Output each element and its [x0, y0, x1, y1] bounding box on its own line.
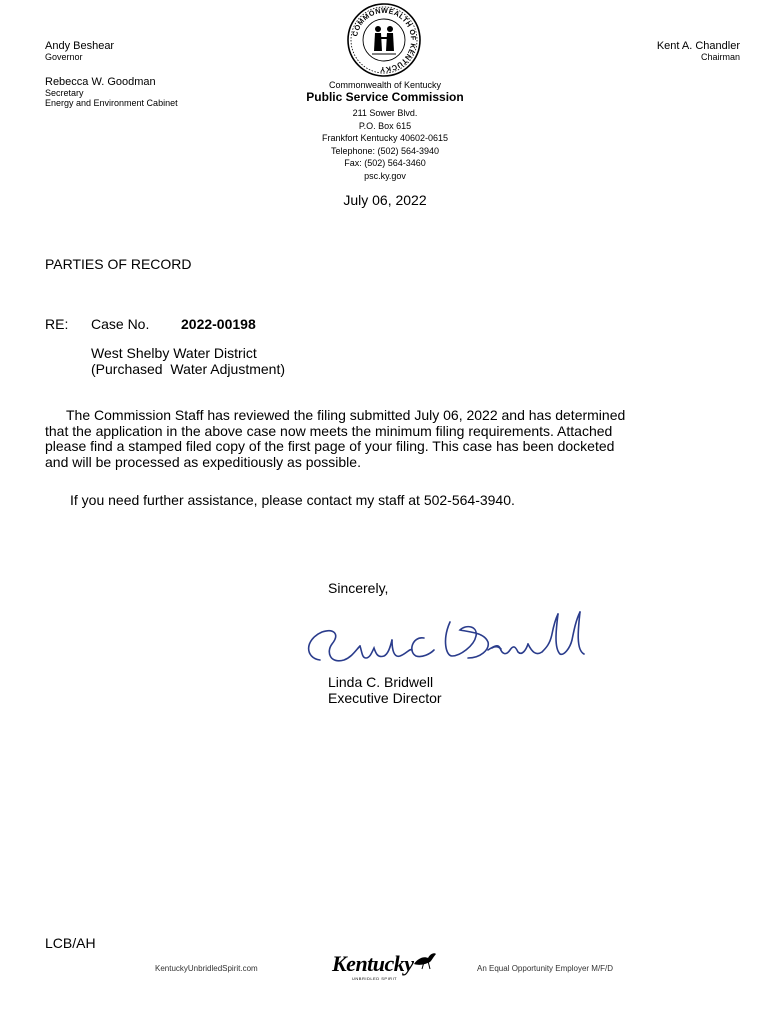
governor-name: Andy Beshear — [45, 40, 115, 52]
kentucky-logo-icon: Kentucky UNBRIDLED SPIRIT — [330, 948, 440, 986]
case-number: 2022-00198 — [181, 316, 256, 332]
state-name: Commonwealth of Kentucky — [328, 80, 442, 90]
address-line-city: Frankfort Kentucky 40602-0615 — [321, 133, 449, 144]
address-line-telephone: Telephone: (502) 564-3940 — [330, 145, 440, 156]
governor-title: Governor — [45, 52, 83, 62]
paragraph-line: please find a stamped filed copy of the first page of your filing. This case has been docketed — [45, 438, 615, 454]
body-paragraph-1 — [45, 408, 735, 470]
address-line-fax: Fax: (502) 564-3460 — [344, 158, 426, 169]
address-line-pobox: P.O. Box 615 — [358, 120, 412, 131]
signer-title: Executive Director — [328, 690, 442, 706]
case-label: Case No. — [91, 316, 150, 332]
secretary-title: Secretary — [45, 88, 84, 98]
commonwealth-seal-icon — [346, 2, 422, 78]
re-label: RE: — [45, 316, 69, 332]
case-type: (Purchased Water Adjustment) — [91, 361, 286, 377]
chair-title: Chairman — [700, 52, 740, 62]
paragraph-line: and will be processed as expeditiously as possible. — [45, 453, 361, 470]
handwritten-signature — [300, 600, 590, 678]
svg-text:COMMONWEALTH OF KENTUCKY: COMMONWEALTH OF KENTUCKY — [350, 5, 419, 75]
address-line-website: psc.ky.gov — [364, 170, 406, 181]
footer-website: KentuckyUnbridledSpirit.com — [155, 964, 258, 973]
secretary-name: Rebecca W. Goodman — [45, 76, 156, 88]
typist-initials: LCB/AH — [45, 935, 96, 951]
agency-address — [235, 107, 535, 183]
paragraph-line: The Commission Staff has reviewed the filing submitted July 06, 2022 and has determined — [66, 407, 626, 423]
letter-date: July 06, 2022 — [343, 192, 427, 208]
agency-name: Public Service Commission — [306, 90, 464, 104]
paragraph-line: that the application in the above case now meets the minimum filing requirements. Attached — [45, 422, 613, 439]
signer-name: Linda C. Bridwell — [328, 674, 434, 690]
secretary-cabinet: Energy and Environment Cabinet — [45, 98, 178, 108]
address-line-street: 211 Sower Blvd. — [352, 108, 418, 118]
footer-eeo: An Equal Opportunity Employer M/F/D — [477, 964, 614, 973]
recipient: PARTIES OF RECORD — [45, 256, 192, 272]
closing: Sincerely, — [328, 580, 389, 596]
case-party: West Shelby Water District — [91, 345, 257, 361]
body-paragraph-2: If you need further assistance, please contact my staff at 502-564-3940. — [70, 492, 515, 508]
chair-name: Kent A. Chandler — [656, 40, 740, 52]
